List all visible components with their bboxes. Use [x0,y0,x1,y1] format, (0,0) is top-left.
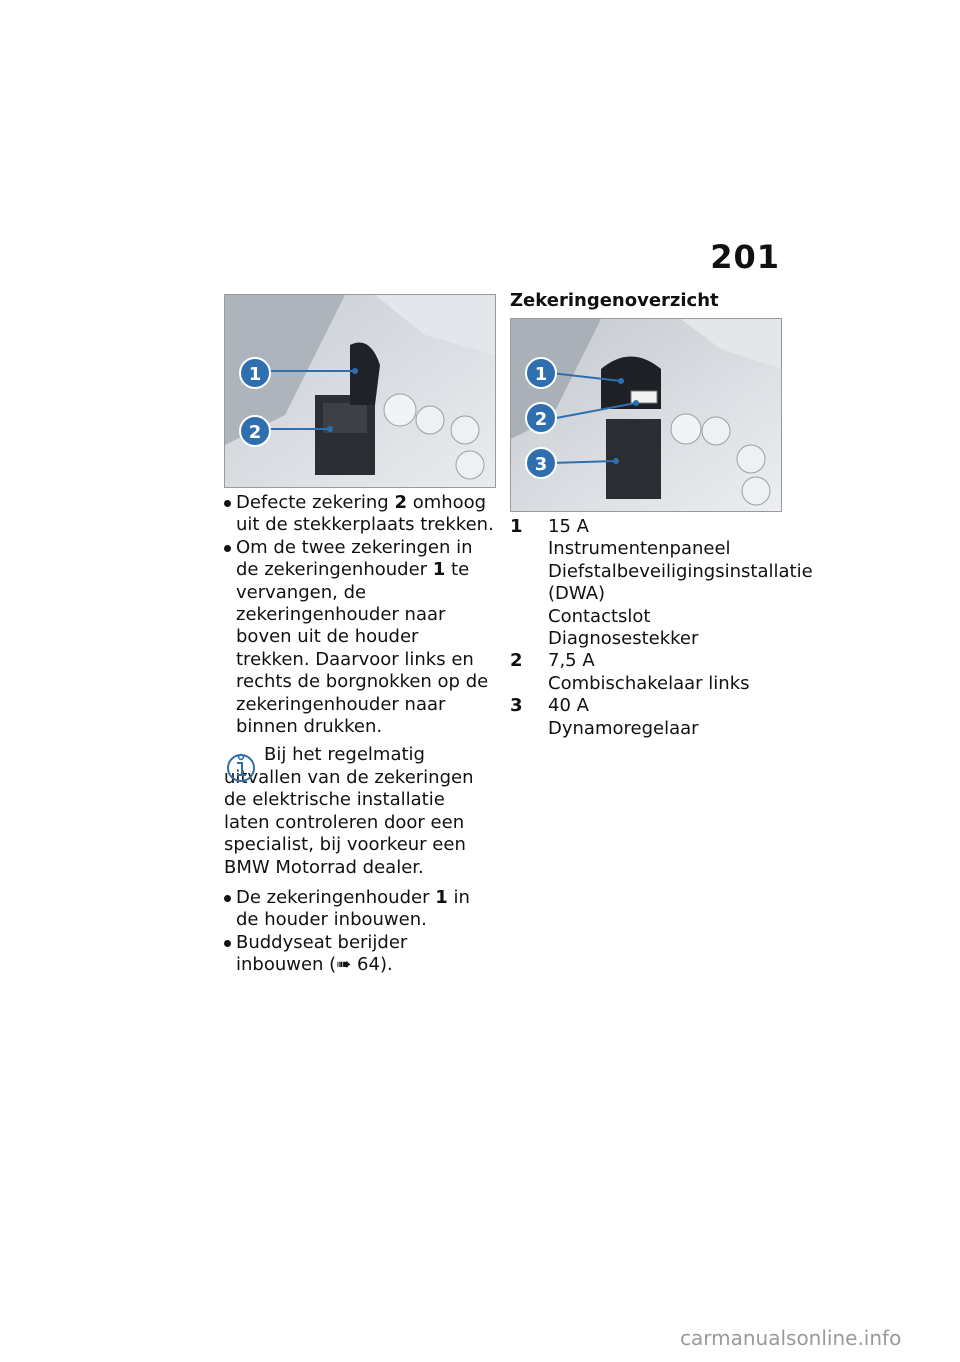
fuse-entry [510,695,785,740]
fuse-index: 1 [510,516,523,537]
callout-1-label: 1 [248,364,262,385]
section-title: Zekeringenoverzicht [510,290,719,311]
page-reference-arrow-icon: ➠ [336,954,352,976]
callout-1-marker [240,358,270,388]
fuse-circuit: Dynamoregelaar [548,717,699,739]
fuse-overview-photo [510,318,782,512]
fuse-rating: 15 A [548,516,589,537]
fuse-index: 3 [510,695,523,717]
footer-watermark: carmanualsonline.info [680,1326,902,1350]
fuse-rating: 40 A [548,695,589,717]
fuse-circuit: Contactslot [548,605,651,627]
callout-2-marker [240,416,270,446]
info-icon [226,748,260,784]
fuse-overview-illustration [511,319,781,511]
fuse-index: 2 [510,650,523,672]
fuse-holder-illustration [225,295,495,487]
fuse-list [510,516,813,740]
instructions-column [224,492,496,977]
note-text: Bij het regelmatig uitvallen van de zekeringen de elektrische installatie laten controleren door een specialist, bij voorkeur een BMW Motorrad dealer. [224,744,474,878]
callout-3-label: 3 [534,454,548,475]
fuse-entry [510,516,813,650]
page-number: 201 [710,238,780,276]
fuse-circuit: Combischakelaar links [548,672,750,694]
fuse-overview-section [510,290,785,316]
instruction-step: De zekeringenhouder 1 in de houder inbouwen. [224,887,496,932]
fuse-rating: 7,5 A [548,650,595,672]
callout-2-label: 2 [534,409,548,430]
fuse-entry [510,650,785,695]
callout-1-label: 1 [534,364,548,385]
callout-2-label: 2 [248,422,262,443]
fuse-circuit: Diefstalbeveiligingsinstallatie (DWA) [548,560,813,605]
callout-3-marker [526,448,556,478]
fuse-circuit: Diagnosestekker [548,628,699,650]
info-note [224,744,496,878]
callout-1-marker [526,358,556,388]
instruction-step: Om de twee zekeringen in de zekeringenhouder 1 te vervangen, de zekeringenhouder naar boven uit de houder trekken. Daarvoor links en rechts de borgnokken op de zekeringenhouder naar binnen drukken. [224,537,496,739]
callout-2-marker [526,403,556,433]
fuse-circuit: Instrumentenpaneel [548,538,731,560]
instruction-step: Defecte zekering 2 omhoog uit de stekkerplaats trekken. [224,492,496,537]
instruction-step: Buddyseat berijder inbouwen (➠ 64). [224,932,496,977]
fuse-holder-photo [224,294,496,488]
